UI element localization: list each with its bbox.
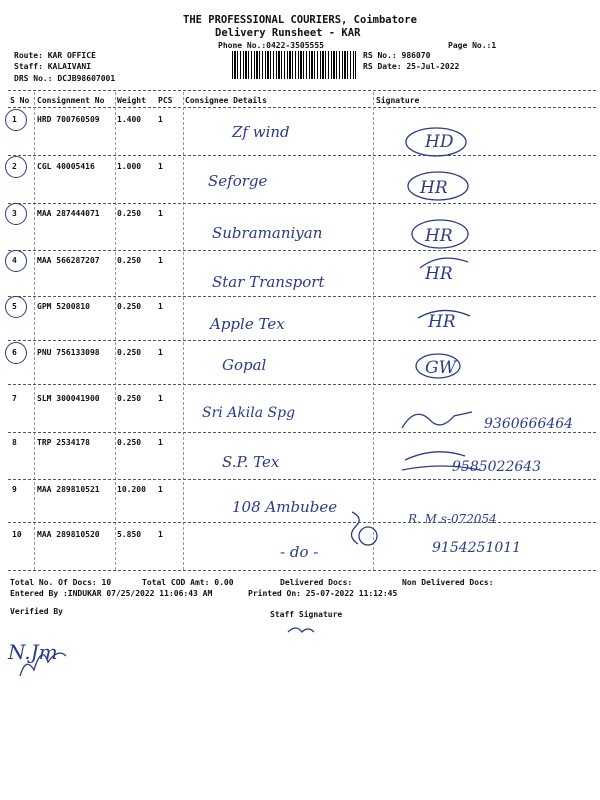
- signature-loop: [406, 128, 466, 156]
- row-consignee: - do -: [280, 543, 319, 561]
- non-delivered-docs: Non Delivered Docs:: [402, 578, 494, 587]
- col-consignee: Consignee Details: [185, 96, 267, 105]
- row-consignee: S.P. Tex: [222, 453, 280, 471]
- row-note: 9585022643: [452, 459, 542, 475]
- col-sno: S No: [10, 96, 30, 105]
- signature-loop: [412, 220, 468, 248]
- row-consignee: Zf wind: [232, 123, 290, 141]
- row-weight: 0.250: [117, 209, 142, 218]
- row-pcs: 1: [158, 348, 163, 357]
- row-pcs: 1: [158, 530, 163, 539]
- signature-loop: [359, 527, 377, 545]
- row-consignment: PNU 756133098: [37, 348, 100, 357]
- row-weight: 0.250: [117, 394, 142, 403]
- rs-number: RS No.: 986070: [363, 51, 431, 60]
- row-weight: 1.000: [117, 162, 142, 171]
- staff-signature-label: Staff Signature: [270, 610, 343, 619]
- row-note: R. M.s-072054: [408, 512, 497, 526]
- row-pcs: 1: [158, 115, 163, 124]
- row-consignee: Gopal: [222, 356, 267, 374]
- row-sno: 4: [12, 256, 17, 265]
- row-weight: 0.250: [117, 438, 142, 447]
- signature-loop: [408, 172, 468, 200]
- row-weight: 0.250: [117, 302, 142, 311]
- col-signature: Signature: [376, 96, 420, 105]
- brace-mark: [351, 512, 359, 544]
- entered-by: Entered By :INDUKAR 07/25/2022 11:06:43 AM: [10, 589, 213, 598]
- row-signature: HR: [428, 312, 456, 332]
- total-docs: Total No. Of Docs: 10: [10, 578, 112, 587]
- row-pcs: 1: [158, 162, 163, 171]
- row-consignment: CGL 40005416: [37, 162, 95, 171]
- row-note: 9360666464: [484, 416, 574, 432]
- row-pcs: 1: [158, 209, 163, 218]
- signature-scrawl: [402, 412, 472, 428]
- row-consignee: Seforge: [208, 172, 268, 190]
- row-consignee: Apple Tex: [210, 315, 285, 333]
- row-weight: 1.400: [117, 115, 142, 124]
- row-signature: HD: [425, 132, 454, 152]
- row-sno: 3: [12, 209, 17, 218]
- signature-scrawl: [402, 452, 480, 470]
- printed-on: Printed On: 25-07-2022 11:12:45: [248, 589, 398, 598]
- row-sno: 9: [12, 485, 17, 494]
- row-consignee: Subramaniyan: [212, 224, 323, 242]
- row-signature: HR: [420, 178, 448, 198]
- row-signature: GW: [425, 358, 457, 378]
- row-consignment: SLM 300041900: [37, 394, 100, 403]
- row-pcs: 1: [158, 485, 163, 494]
- row-sno: 5: [12, 302, 17, 311]
- row-pcs: 1: [158, 256, 163, 265]
- company-name: THE PROFESSIONAL COURIERS, Coimbatore: [183, 14, 417, 26]
- row-consignee: 108 Ambubee: [232, 498, 338, 516]
- row-consignee: Star Transport: [212, 273, 325, 291]
- drs-number: DRS No.: DCJB98607001: [14, 74, 116, 83]
- total-cod: Total COD Amt: 0.00: [142, 578, 234, 587]
- row-sno: 8: [12, 438, 17, 447]
- row-pcs: 1: [158, 302, 163, 311]
- row-signature: HR: [425, 264, 453, 284]
- row-sno: 10: [12, 530, 22, 539]
- row-signature: HR: [425, 226, 453, 246]
- row-pcs: 1: [158, 438, 163, 447]
- signature-loop: [420, 258, 468, 268]
- col-pcs: PCS: [158, 96, 173, 105]
- row-weight: 10.200: [117, 485, 146, 494]
- row-sno: 6: [12, 348, 17, 357]
- row-consignment: MAA 287444071: [37, 209, 100, 218]
- row-note: 9154251011: [432, 540, 522, 556]
- row-consignee: Sri Akila Spg: [202, 405, 296, 421]
- col-weight: Weight: [117, 96, 146, 105]
- verifier-signature: N.Jm: [8, 640, 58, 664]
- runsheet-title: Delivery Runsheet - KAR: [215, 27, 361, 39]
- row-consignment: GPM 5200810: [37, 302, 90, 311]
- delivered-docs: Delivered Docs:: [280, 578, 353, 587]
- row-weight: 5.850: [117, 530, 142, 539]
- staff-scrawl: [288, 628, 314, 632]
- row-sno: 7: [12, 394, 17, 403]
- verified-by-label: Verified By: [10, 607, 63, 616]
- row-sno: 1: [12, 115, 17, 124]
- staff: Staff: KALAIVANI: [14, 62, 92, 71]
- row-consignment: HRD 700760509: [37, 115, 100, 124]
- page-number: Page No.:1: [448, 41, 497, 50]
- row-consignment: TRP 2534178: [37, 438, 90, 447]
- signature-loop: [416, 354, 460, 378]
- row-weight: 0.250: [117, 348, 142, 357]
- rs-date: RS Date: 25-Jul-2022: [363, 62, 460, 71]
- signature-loop: [418, 310, 470, 318]
- row-consignment: MAA 289810520: [37, 530, 100, 539]
- row-consignment: MAA 289810521: [37, 485, 100, 494]
- row-sno: 2: [12, 162, 17, 171]
- row-weight: 0.250: [117, 256, 142, 265]
- col-consignment: Consignment No: [37, 96, 105, 105]
- row-pcs: 1: [158, 394, 163, 403]
- phone-number: Phone No.:0422-3505555: [218, 41, 324, 50]
- row-consignment: MAA 566287207: [37, 256, 100, 265]
- route: Route: KAR OFFICE: [14, 51, 96, 60]
